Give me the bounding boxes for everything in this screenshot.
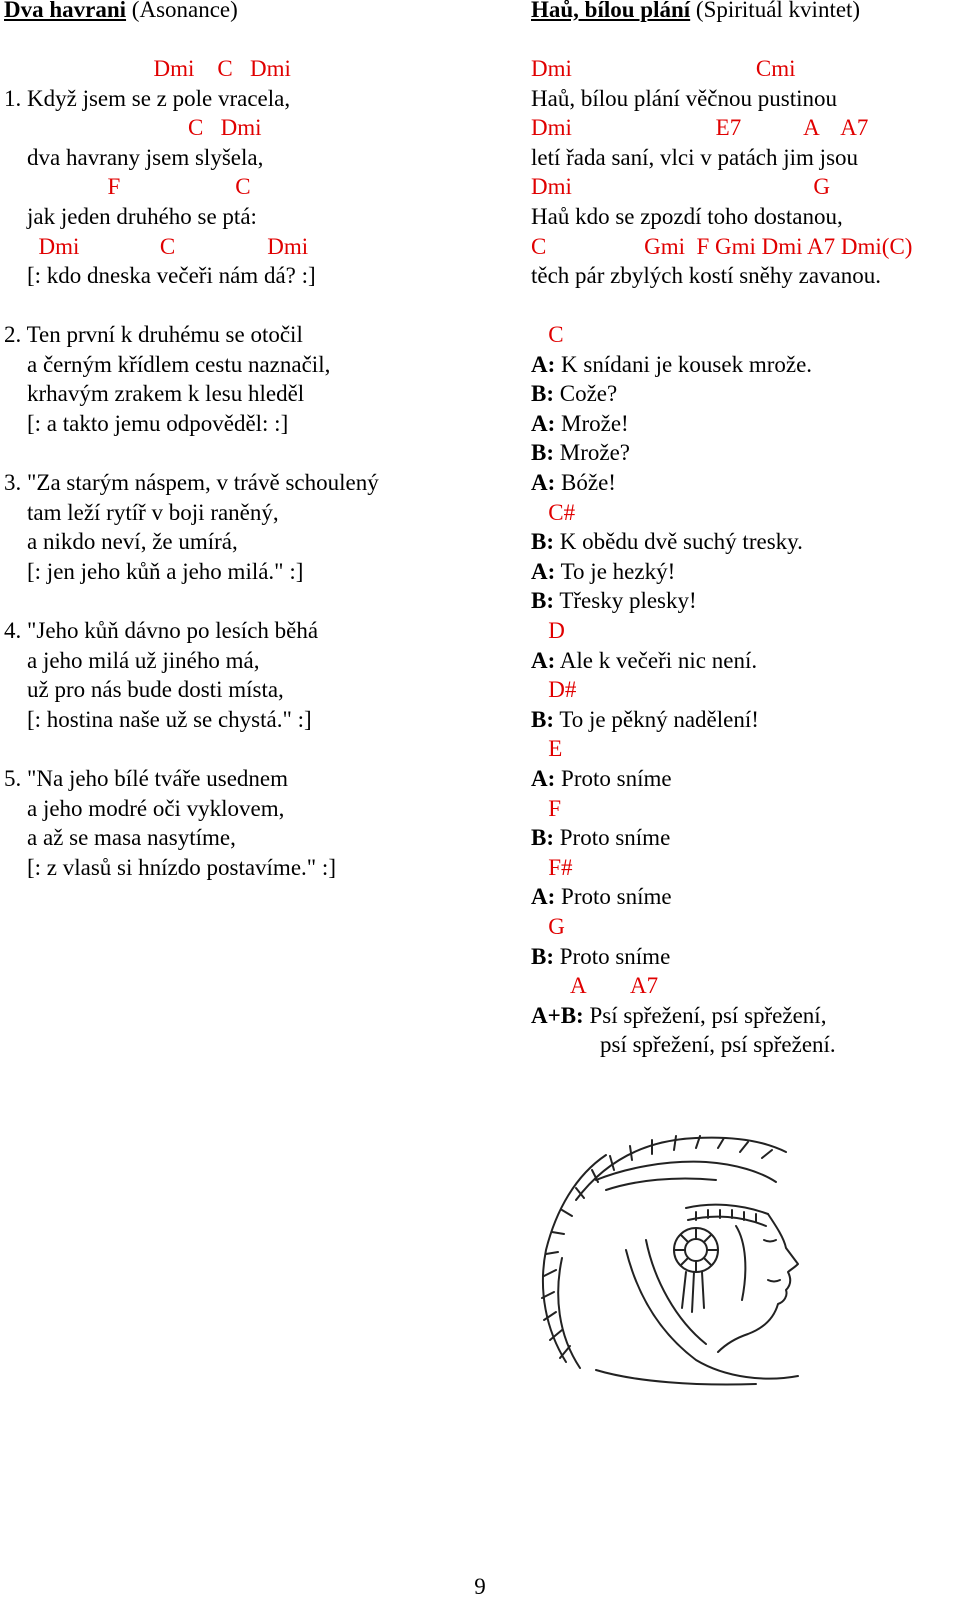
lyric-line: [: z vlasů si hnízdo postavíme." :] xyxy=(4,854,336,880)
chord-line: Dmi Cmi xyxy=(531,56,796,81)
dialog-line xyxy=(531,438,630,468)
dialog-line xyxy=(531,823,670,853)
chord-line: G xyxy=(531,914,565,939)
dialog-line xyxy=(531,379,617,409)
lyric-line: Haů, bílou plání věčnou pustinou xyxy=(531,85,837,111)
song-author: (Asonance) xyxy=(126,0,238,22)
lyric-text: Proto sníme xyxy=(555,884,672,910)
chord-line: Dmi C Dmi xyxy=(4,56,291,81)
lyric-text: Bóže! xyxy=(555,470,616,495)
lyric-line: a jeho milá už jiného má, xyxy=(4,647,260,673)
speaker-label: B: xyxy=(531,381,554,407)
speaker-label: A: xyxy=(531,410,556,436)
song-author: (Spirituál kvintet) xyxy=(690,0,861,22)
lyric-line: jak jeden druhého se ptá: xyxy=(4,204,257,229)
speaker-label: B: xyxy=(531,825,554,851)
dialog-line xyxy=(531,409,629,439)
chord-line: D xyxy=(531,618,565,643)
chord-line: F# xyxy=(531,854,573,880)
lyric-line: a černým křídlem cestu naznačil, xyxy=(4,351,331,377)
dialog-line xyxy=(531,557,675,587)
speaker-label: B: xyxy=(531,588,554,614)
lyric-text: K obědu dvě suchý tresky. xyxy=(554,529,803,555)
native-american-headdress-icon xyxy=(536,1130,818,1386)
lyric-line: už pro nás bude dosti místa, xyxy=(4,677,284,703)
lyric-line: a jeho modré oči vyklovem, xyxy=(4,795,285,821)
lyric-line: 4. "Jeho kůň dávno po lesích běhá xyxy=(4,618,319,643)
dialog-line xyxy=(531,882,672,912)
lyric-line: [: jen jeho kůň a jeho milá." :] xyxy=(4,558,304,584)
song-title-line xyxy=(4,0,238,25)
dialog-line xyxy=(531,527,803,557)
song-title: Dva havrani xyxy=(4,0,127,22)
lyric-line: těch pár zbylých kostí sněhy zavanou. xyxy=(531,263,881,289)
speaker-label: A+B: xyxy=(531,1002,584,1028)
lyric-line: tam leží rytíř v boji raněný, xyxy=(4,499,279,525)
lyric-text: Proto sníme xyxy=(555,766,672,791)
chord-line: Dmi C Dmi xyxy=(4,233,309,259)
speaker-label: A: xyxy=(531,470,556,495)
chord-line: A A7 xyxy=(531,973,659,999)
chord-line: C# xyxy=(531,499,576,525)
lyric-text: Ale k večeři nic není. xyxy=(555,647,758,673)
lyric-line: 2. Ten první k druhému se otočil xyxy=(4,322,303,347)
chord-line: C xyxy=(531,322,564,347)
dialog-line xyxy=(531,646,757,676)
lyric-text: Mrože! xyxy=(555,410,629,436)
lyric-text: K snídani je kousek mrože. xyxy=(555,351,813,377)
lyric-line: a až se masa nasytíme, xyxy=(4,825,236,851)
chord-line: Dmi E7 A A7 xyxy=(531,115,869,141)
lyric-line: 5. "Na jeho bílé tváře usednem xyxy=(4,766,289,791)
lyric-text: Třesky plesky! xyxy=(554,588,697,614)
lyric-line: [: a takto jemu odpověděl: :] xyxy=(4,410,289,436)
chord-line: E xyxy=(531,736,563,762)
chord-line: F C xyxy=(4,174,251,200)
dialog-line xyxy=(531,586,697,616)
speaker-label: B: xyxy=(531,529,554,555)
chord-line: Dmi G xyxy=(531,174,830,200)
lyric-text: Cože? xyxy=(554,381,618,407)
lyric-line: krhavým zrakem k lesu hleděl xyxy=(4,381,305,407)
lyric-line: [: kdo dneska večeři nám dá? :] xyxy=(4,263,316,289)
song-title: Haů, bílou plání xyxy=(531,0,691,22)
dialog-line xyxy=(531,942,670,972)
dialog-line xyxy=(531,350,812,380)
lyric-line: [: hostina naše už se chystá." :] xyxy=(4,706,312,732)
chord-line: F xyxy=(531,795,562,821)
dialog-line xyxy=(531,705,759,735)
dialog-line xyxy=(531,764,672,794)
song-title-line xyxy=(531,0,860,25)
chord-line: C Dmi xyxy=(4,115,262,141)
dialog-line xyxy=(531,468,616,498)
lyric-line: dva havrany jsem slyšela, xyxy=(4,144,264,170)
lyric-text: Psí spřežení, psí spřežení, xyxy=(583,1002,827,1028)
speaker-label: B: xyxy=(531,440,554,466)
chord-line: D# xyxy=(531,677,577,703)
lyric-line: psí spřežení, psí spřežení. xyxy=(531,1032,836,1058)
speaker-label: A: xyxy=(531,647,556,673)
lyric-text: Proto sníme xyxy=(554,825,671,851)
lyric-text: To je hezký! xyxy=(555,558,676,584)
dialog-line xyxy=(531,1001,826,1031)
lyric-line: Haů kdo se zpozdí toho dostanou, xyxy=(531,204,843,229)
speaker-label: A: xyxy=(531,351,556,377)
lyric-line: 1. Když jsem se z pole vracela, xyxy=(4,85,291,111)
lyric-line: 3. "Za starým náspem, v trávě schoulený xyxy=(4,470,379,495)
lyric-text: Proto sníme xyxy=(554,943,671,969)
speaker-label: B: xyxy=(531,706,554,732)
lyric-line: letí řada saní, vlci v patách jim jsou xyxy=(531,144,859,170)
page-number: 9 xyxy=(474,1574,486,1599)
lyric-text: Mrože? xyxy=(554,440,630,466)
speaker-label: A: xyxy=(531,766,556,791)
lyric-line: a nikdo neví, že umírá, xyxy=(4,529,238,555)
speaker-label: A: xyxy=(531,884,556,910)
speaker-label: A: xyxy=(531,558,556,584)
speaker-label: B: xyxy=(531,943,554,969)
chord-line: C Gmi F Gmi Dmi A7 Dmi(C) xyxy=(531,233,913,259)
lyric-text: To je pěkný nadělení! xyxy=(554,706,759,732)
